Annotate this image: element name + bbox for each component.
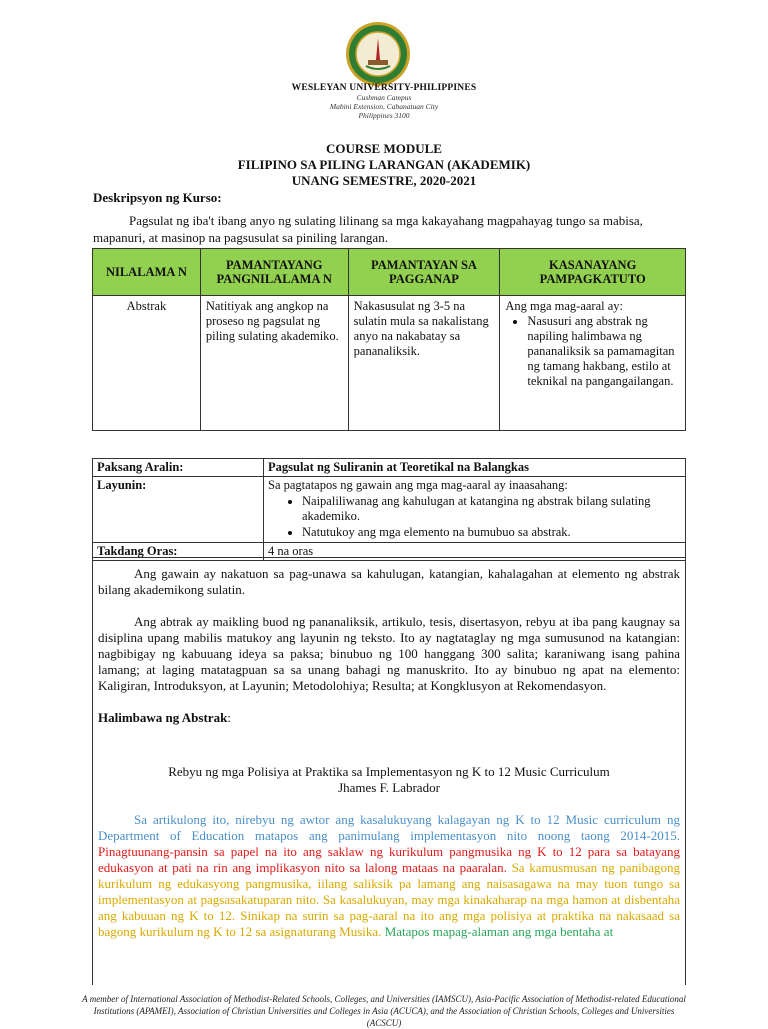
kasanayan-list [505,314,680,389]
cell-pamantayan-sa-pagganap: Nakasusulat ng 3-5 na sulatin mula sa nakalistang anyo na nakabatay sa pananaliksik. [348,296,500,431]
sample-author: Jhames F. Labrador [338,780,440,795]
title-line-2: FILIPINO SA PILING LARANGAN (AKADEMIK) [237,157,531,172]
address-line-1: Mabini Extension, Cabanatuan City [329,102,439,111]
description-text: Pagsulat ng iba't ibang anyo ng sulating lilinang sa mga kakayahang magpahayag tungo sa mabisa, mapanuri, at masinop na pagsusulat sa piniling larangan. [93,213,643,245]
layunin-list [268,494,681,540]
paksa-row [93,459,686,477]
abstract-objectives: Sa kamusmusan ng panibagong kurikulum ng edukasyong pangmusika, iilang saliksik pa lamang ang naisasagawa na may tuon tungo sa implementasyon at pagsasakatuparan nito. Sa kasalukuyan, may mga kinakaharap na mga hamon at disbentaha ang kabuuan ng K to 12. Sinikap na surin sa pag-aaral na ito ang mga polisiya at praktika na nakasaad sa bagong kurikulum ng K to 12 sa asignaturang Musika. [98,860,680,939]
abstract-background: Sa artikulong ito, nirebyu ng awtor ang kasalukuyang kalagayan ng K to 12 Music curriculum ng Department of Education matapos ang panimulang implementasyon nito noong taong 2014-2015. [98,812,680,843]
layunin-label: Layunin: [93,477,264,543]
halimbawa-heading [98,710,680,726]
competency-header-row [93,249,686,296]
lesson-content-box [92,557,686,985]
abstract-results: Matapos mapag-alaman ang mga bentaha at [384,924,614,939]
address-line-2: Philippines 3100 [358,111,410,120]
membership-footer: A member of International Association of Methodist-Related Schools, Colleges, and Universities (IAMSCU), Asia-Pacific Association of Methodist-related Educational Institutions (APAMEI), Association of Christian Universities and Colleges in Asia (ACUCA), and the Association of Christian Schools, Colleges and Universities (ACSCU) [82,994,686,1028]
sample-abstract [98,812,680,940]
title-line-3: UNANG SEMESTRE, 2020-2021 [291,173,477,188]
competency-row [93,296,686,431]
header-kasanayang-pampagkatuto: KASANAYANG PAMPAGKATUTO [500,249,686,296]
halimbawa-label: Halimbawa ng Abstrak [98,710,228,725]
cell-pamantayang-pangnilalaman: Natitiyak ang angkop na proseso ng pagsulat ng piling sulating akademiko. [200,296,348,431]
sample-reference [98,764,680,796]
abstract-scope: Pinagtuunang-pansin sa papel na ito ang saklaw ng kurikulum pangmusika ng K to 12 para sa batayang edukasyon at pati na rin ang implikasyon nito sa lalong mataas na paaralan. [98,844,680,875]
header-nilalaman: NILALAMA N [93,249,201,296]
oras-label: Takdang Oras: [93,543,264,561]
cell-nilalaman: Abstrak [93,296,201,431]
layunin-intro: Sa pagtatapos ng gawain ang mga mag-aaral ay inaasahang: [268,478,568,492]
competency-table [92,248,686,431]
paksa-value: Pagsulat ng Suliranin at Teoretikal na Balangkas [264,459,686,477]
abstract-definition-paragraph: Ang abtrak ay maikling buod ng pananaliksik, artikulo, tesis, disertasyon, rebyu at iba pang kaugnay sa disiplina upang mabilis matukoy ang layunin ng teksto. Ito ay nagtataglay ng mga sumusunod na katangian: nagbibigay ng kabuuang ideya sa paksa; binubuo ng 100 hanggang 300 salita; karaniwang isang pahina lamang; at laging matatagpuan sa sa unang bahagi ng manuskrito. Ito ay binubuo ng apat na elemento: Kaligiran, Introduksyon, at Layunin; Metodolohiya; Resulta; at Kongklusyon at Rekomendasyon. [98,614,680,693]
university-name: WESLEYAN UNIVERSITY-PHILIPPINES [291,83,477,93]
kasanayan-intro: Ang mga mag-aaral ay: [505,299,624,313]
university-seal-logo [344,20,412,88]
layunin-row [93,477,686,543]
layunin-item: • Natutukoy ang mga elemento na bumubuo sa abstrak. [302,525,681,540]
campus-name: Cushman Campus [356,93,412,102]
paksa-label: Paksang Aralin: [93,459,264,477]
header-pamantayan-sa-pagganap: PAMANTAYAN SA PAGGANAP [348,249,500,296]
module-titles [0,141,768,189]
lesson-info-table [92,458,686,561]
intro-paragraph: Ang gawain ay nakatuon sa pag-unawa sa kahulugan, katangian, kahalagahan at elemento ng abstrak bilang akademikong sulatin. [98,566,680,597]
layunin-cell [264,477,686,543]
layunin-item: • Naipaliliwanag ang kahulugan at katangina ng abstrak bilang sulating akademiko. [302,494,681,524]
halimbawa-colon: : [227,710,231,725]
sample-title: Rebyu ng mga Polisiya at Praktika sa Implementasyon ng K to 12 Music Curriculum [168,764,610,779]
title-line-1: COURSE MODULE [326,141,442,156]
cell-kasanayang-pampagkatuto [500,296,686,431]
oras-value: 4 na oras [264,543,686,561]
description-heading: Deskripsyon ng Kurso: [93,190,222,205]
header-pamantayang-pangnilalaman: PAMANTAYANG PANGNILALAMA N [200,249,348,296]
university-header [0,83,768,120]
kasanayan-item: • Nasusuri ang abstrak ng napiling halimbawa ng pananaliksik sa pamamagitan ng tamang hakbang, estilo at teknikal na pangangailangan. [527,314,680,389]
